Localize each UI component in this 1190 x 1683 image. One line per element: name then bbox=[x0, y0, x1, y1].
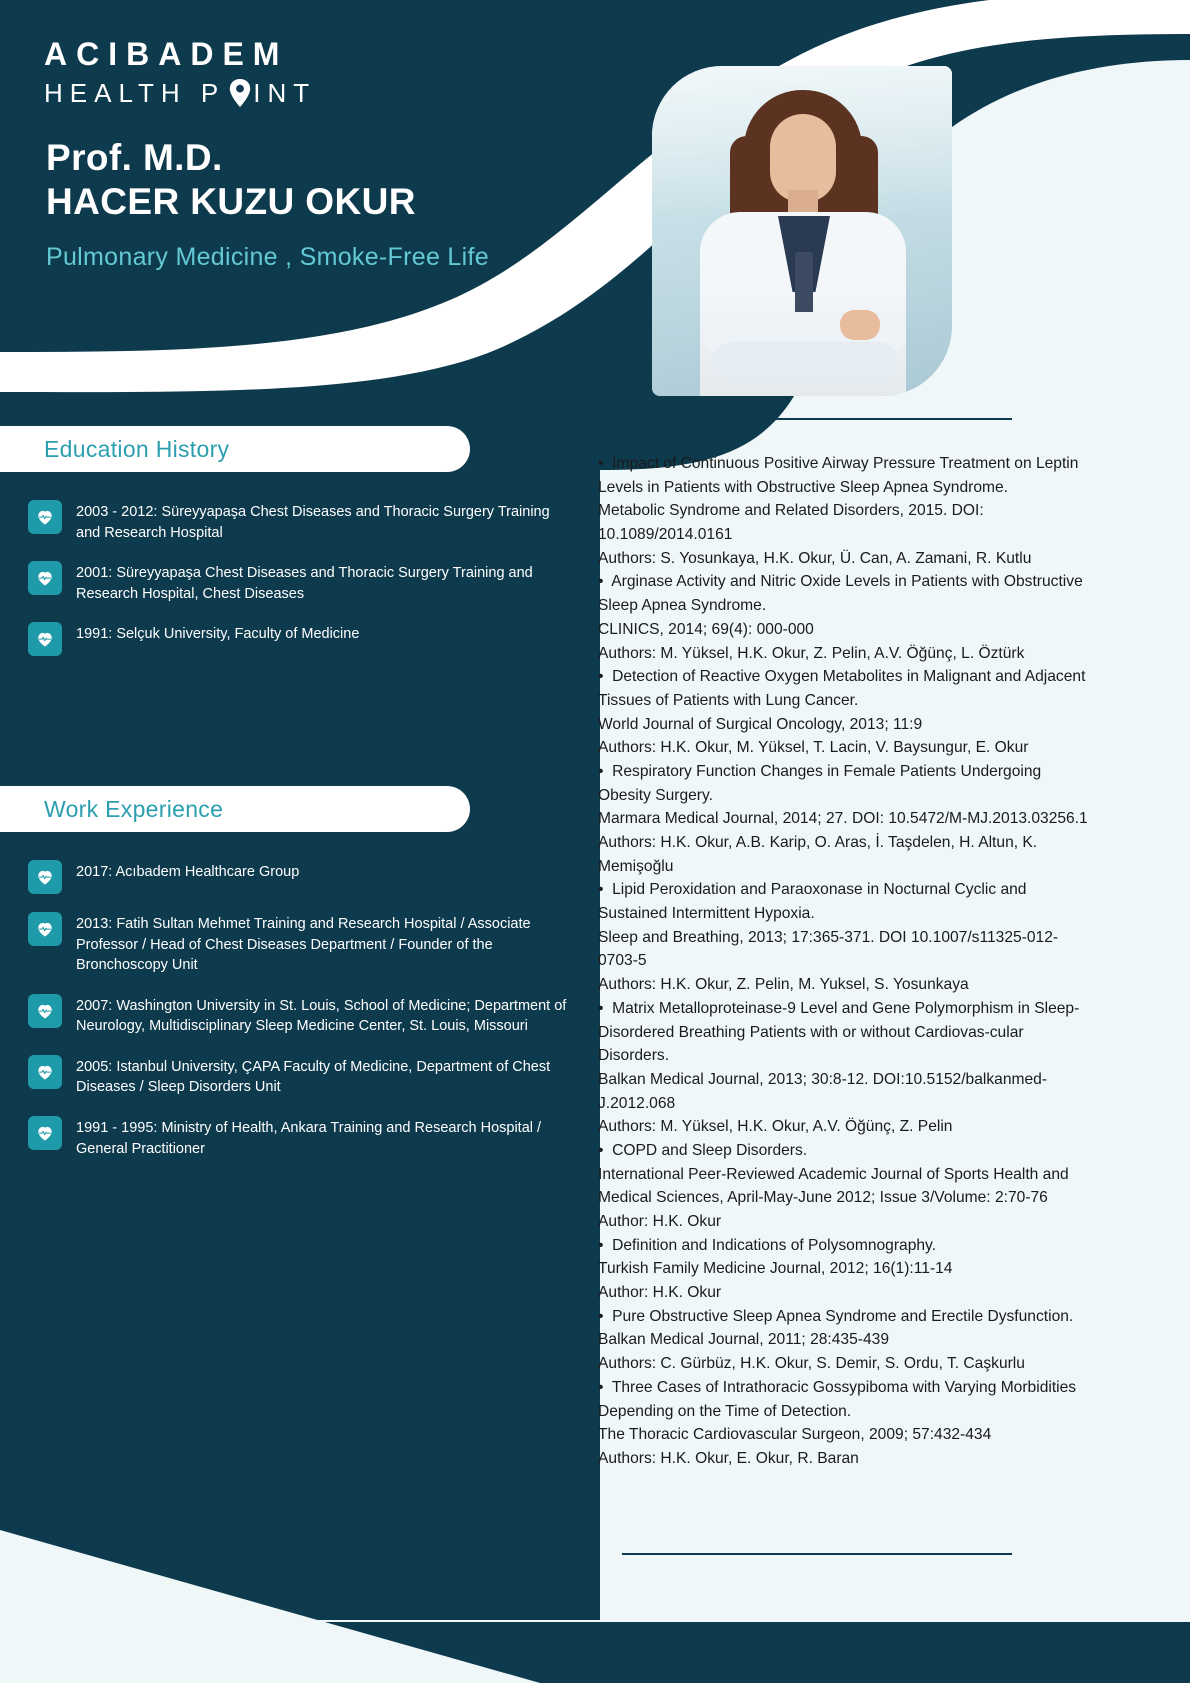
publication-line: Turkish Family Medicine Journal, 2012; 16(1):11-14 bbox=[598, 1260, 953, 1278]
publication-line: Authors: M. Yüksel, H.K. Okur, A.V. Öğünç, Z. Pelin bbox=[598, 1118, 953, 1136]
publication-line: • Impact of Continuous Positive Airway Pressure Treatment on Leptin Levels in Patients with Obstructive Sleep Apnea Syndrome. bbox=[598, 455, 1083, 496]
heart-pulse-icon bbox=[28, 994, 62, 1028]
list-item bbox=[28, 994, 588, 1037]
list-item-label: 2001: Süreyyapaşa Chest Diseases and Thoracic Surgery Training and Research Hospital, Chest Diseases bbox=[76, 565, 533, 602]
publication-line: World Journal of Surgical Oncology, 2013; 11:9 bbox=[598, 715, 923, 733]
publication-line: Author: H.K. Okur bbox=[598, 1284, 722, 1302]
education-list bbox=[28, 500, 588, 674]
publications-top-rule bbox=[622, 418, 1012, 420]
publication-line: • Lipid Peroxidation and Paraoxonase in Nocturnal Cyclic and Sustained Intermittent Hypoxia. bbox=[598, 881, 1031, 923]
list-item-label: 2003 - 2012: Süreyyapaşa Chest Diseases and Thoracic Surgery Training and Research Hospital bbox=[76, 504, 550, 541]
location-pin-icon bbox=[229, 79, 251, 107]
heart-pulse-icon bbox=[28, 912, 62, 946]
publication-line: Metabolic Syndrome and Related Disorders, 2015. DOI: 10.1089/2014.0161 bbox=[598, 502, 989, 544]
publication-line: • Pure Obstructive Sleep Apnea Syndrome and Erectile Dysfunction. bbox=[598, 1307, 1074, 1325]
publication-line: The Thoracic Cardiovascular Surgeon, 2009; 57:432-434 bbox=[598, 1426, 992, 1444]
publication-line: Authors: H.K. Okur, A.B. Karip, O. Aras, İ. Taşdelen, H. Altun, K. Memişoğlu bbox=[598, 834, 1042, 875]
heart-pulse-icon bbox=[28, 1055, 62, 1089]
publication-line: Sleep and Breathing, 2013; 17:365-371. DOI 10.1007/s11325-012-0703-5 bbox=[598, 928, 1059, 970]
photo-hand bbox=[840, 310, 880, 340]
page-subtitle: Pulmonary Medicine , Smoke-Free Life bbox=[46, 243, 489, 271]
publication-line: Marmara Medical Journal, 2014; 27. DOI: 10.5472/M-MJ.2013.03256.1 bbox=[598, 810, 1088, 828]
publications-list bbox=[598, 452, 1090, 1471]
heart-pulse-icon bbox=[28, 622, 62, 656]
list-item bbox=[28, 912, 588, 976]
brand-tagline-post: INT bbox=[253, 77, 317, 108]
publication-line: • Arginase Activity and Nitric Oxide Levels in Patients with Obstructive Sleep Apnea Syndrome. bbox=[598, 573, 1088, 615]
list-item-label: 2013: Fatih Sultan Mehmet Training and Research Hospital / Associate Professor / Head of Chest Diseases Department / Founder of the Bronchoscopy Unit bbox=[76, 916, 531, 974]
list-item-label: 2005: Istanbul University, ÇAPA Faculty of Medicine, Department of Chest Diseases / Sleep Disorders Unit bbox=[76, 1058, 551, 1096]
brand-tagline bbox=[44, 78, 316, 109]
publication-line: Authors: S. Yosunkaya, H.K. Okur, Ü. Can, A. Zamani, R. Kutlu bbox=[598, 549, 1032, 567]
publication-line: • Respiratory Function Changes in Female Patients Undergoing Obesity Surgery. bbox=[598, 762, 1046, 804]
title-line-2: HACER KUZU OKUR bbox=[46, 180, 416, 222]
heart-pulse-icon bbox=[28, 500, 62, 534]
page-title bbox=[46, 136, 416, 223]
publication-line: • COPD and Sleep Disorders. bbox=[598, 1141, 808, 1159]
list-item bbox=[28, 500, 588, 543]
list-item-label: 1991: Selçuk University, Faculty of Medicine bbox=[76, 626, 360, 643]
publication-line: • Three Cases of Intrathoracic Gossypiboma with Varying Morbidities Depending on the Time of Detection. bbox=[598, 1378, 1081, 1420]
publication-line: Authors: C. Gürbüz, H.K. Okur, S. Demir, S. Ordu, T. Caşkurlu bbox=[598, 1355, 1025, 1373]
publication-line: Balkan Medical Journal, 2011; 28:435-439 bbox=[598, 1331, 889, 1349]
publication-line: • Detection of Reactive Oxygen Metabolites in Malignant and Adjacent Tissues of Patients with Lung Cancer. bbox=[598, 668, 1090, 709]
heart-pulse-icon bbox=[28, 860, 62, 894]
work-list bbox=[28, 860, 588, 1177]
brand-name: ACIBADEM bbox=[44, 36, 289, 72]
publication-line: Authors: H.K. Okur, M. Yüksel, T. Lacin, V. Baysungur, E. Okur bbox=[598, 739, 1029, 757]
work-heading: Work Experience bbox=[44, 795, 224, 822]
publication-line: • Matrix Metalloproteinase-9 Level and Gene Polymorphism in Sleep-Disordered Breathing Patients with or without Cardiovas-cular Disorders. bbox=[598, 999, 1080, 1065]
photo-arm-lower bbox=[712, 342, 898, 382]
photo-face bbox=[770, 114, 836, 202]
publications-bottom-rule bbox=[622, 1553, 1012, 1555]
list-item-label: 1991 - 1995: Ministry of Health, Ankara Training and Research Hospital / General Practitioner bbox=[76, 1120, 542, 1157]
list-item bbox=[28, 860, 588, 894]
publication-line: Balkan Medical Journal, 2013; 30:8-12. DOI:10.5152/balkanmed-J.2012.068 bbox=[598, 1070, 1048, 1112]
section-header-work bbox=[0, 786, 470, 832]
publication-line: Authors: H.K. Okur, Z. Pelin, M. Yuksel, S. Yosunkaya bbox=[598, 976, 969, 994]
list-item-label: 2007: Washington University in St. Louis, School of Medicine; Department of Neurology, Multidisciplinary Sleep Medicine Center, St. Louis, Missouri bbox=[76, 997, 567, 1035]
title-line-1: Prof. M.D. bbox=[46, 137, 223, 178]
list-item-label: 2017: Acıbadem Healthcare Group bbox=[76, 864, 300, 880]
education-heading: Education History bbox=[44, 435, 230, 462]
publication-line: CLINICS, 2014; 69(4): 000-000 bbox=[598, 620, 814, 638]
doctor-photo bbox=[652, 66, 952, 396]
list-item bbox=[28, 622, 588, 656]
list-item bbox=[28, 1116, 588, 1159]
brand-logo bbox=[44, 38, 316, 109]
list-item bbox=[28, 561, 588, 604]
publication-line: Authors: M. Yüksel, H.K. Okur, Z. Pelin, A.V. Öğünç, L. Öztürk bbox=[598, 644, 1025, 662]
heart-pulse-icon bbox=[28, 1116, 62, 1150]
brand-tagline-pre: HEALTH P bbox=[44, 77, 226, 108]
publication-line: Authors: H.K. Okur, E. Okur, R. Baran bbox=[598, 1449, 859, 1467]
list-item bbox=[28, 1055, 588, 1098]
publication-line: • Definition and Indications of Polysomnography. bbox=[598, 1236, 937, 1254]
heart-pulse-icon bbox=[28, 561, 62, 595]
publication-line: International Peer-Reviewed Academic Journal of Sports Health and Medical Sciences, April-May-June 2012; Issue 3/Volume: 2:70-76 Author: H.K. Okur bbox=[598, 1165, 1074, 1230]
section-header-education bbox=[0, 426, 470, 472]
